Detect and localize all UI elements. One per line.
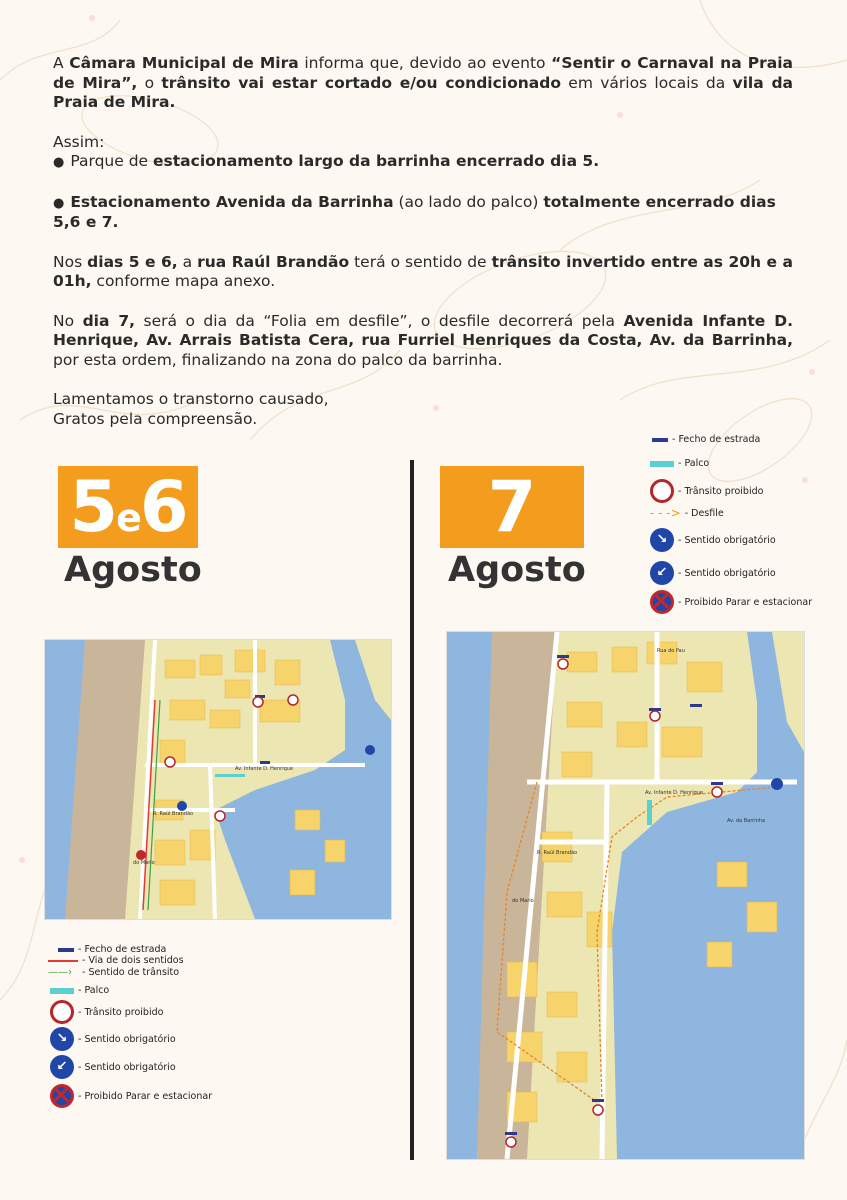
closing-line-2: Gratos pela compreensão. xyxy=(53,409,258,428)
legend-row-one-way-2: ↙ - Sentido obrigatório xyxy=(50,1055,176,1079)
column-divider xyxy=(410,460,414,1160)
paragraph-raul-brandao: Nos dias 5 e 6, a rua Raúl Brandão terá o sentido de trânsito invertido entre as 20h e a 01h, conforme mapa anexo. xyxy=(53,252,793,290)
map-5-6-august xyxy=(44,639,392,920)
date-badge-5-6: 5e6 xyxy=(58,466,198,548)
assim-label: Assim: xyxy=(53,132,105,151)
map-label-av-infante: Av. Infante D. Henrique xyxy=(235,766,294,772)
legend-row-stage: - Palco xyxy=(50,985,109,996)
no-traffic-icon xyxy=(650,479,674,503)
map-label-do-mario: do Mario xyxy=(512,898,534,904)
map-label-do-mario: do Mario xyxy=(133,860,155,866)
no-parking-icon xyxy=(650,590,674,614)
legend-row-stage: - Palco xyxy=(650,458,709,469)
paragraph-parade: No dia 7, será o dia da “Folia em desfile”, o desfile decorrerá pela Avenida Infante D. Henrique, Av. Arrais Batista Cera, rua Furriel Henriques da Costa, Av. da Barrinha, por esta ordem, finalizando na zona do palco da barrinha. xyxy=(53,311,793,369)
legend-row-no-parking: - Proibido Parar e estacionar xyxy=(650,590,812,614)
month-label-left: Agosto xyxy=(64,550,202,590)
road-closure-icon xyxy=(58,948,74,952)
map-label-barrinha: Av. da Barrinha xyxy=(727,818,766,824)
bullet-parking-closed: ● Parque de estacionamento largo da barrinha encerrado dia 5. xyxy=(53,152,793,173)
month-label-right: Agosto xyxy=(448,550,586,590)
notice-text xyxy=(53,54,793,449)
traffic-direction-arrow-icon: ——› xyxy=(48,967,72,978)
legend-row-one-way-1: ↘ - Sentido obrigatório xyxy=(650,528,776,552)
map-label-av-infante: Av. Infante D. Henrique xyxy=(645,790,704,796)
bullet-avenue-parking: ● Estacionamento Avenida da Barrinha (ao lado do palco) totalmente encerrado dias 5,6 e 7. xyxy=(53,193,793,233)
legend-row-road-closure: - Fecho de estrada xyxy=(652,434,760,445)
stage-icon xyxy=(650,461,674,467)
legend-row-one-way-1: ↘ - Sentido obrigatório xyxy=(50,1027,176,1051)
map-label-rua-pau: Rua do Pau xyxy=(657,648,685,654)
parade-arrow-icon: - - -> xyxy=(650,506,681,520)
no-traffic-icon xyxy=(50,1000,74,1024)
legend-row-no-traffic: - Trânsito proibido xyxy=(50,1000,163,1024)
legend-row-two-way: - Via de dois sentidos xyxy=(48,955,184,966)
one-way-arrow-icon: ↘ xyxy=(650,528,674,552)
two-way-line-icon xyxy=(48,960,78,962)
map-label-raul-brandao: R. Raúl Brandão xyxy=(153,811,194,817)
one-way-arrow-icon: ↙ xyxy=(650,561,674,585)
no-parking-icon xyxy=(50,1084,74,1108)
legend-row-road-closure: - Fecho de estrada xyxy=(58,944,166,955)
legend-row-no-parking: - Proibido Parar e estacionar xyxy=(50,1084,212,1108)
date-badge-7: 7 xyxy=(440,466,584,548)
legend-row-parade: - - -> - Desfile xyxy=(650,506,724,520)
road-closure-icon xyxy=(652,438,668,442)
map-7-august xyxy=(446,631,805,1160)
one-way-arrow-icon: ↘ xyxy=(50,1027,74,1051)
legend-row-traffic-direction: ——› - Sentido de trânsito xyxy=(48,967,180,978)
one-way-arrow-icon: ↙ xyxy=(50,1055,74,1079)
legend-row-no-traffic: - Trânsito proibido xyxy=(650,479,763,503)
intro-paragraph: A Câmara Municipal de Mira informa que, devido ao evento “Sentir o Carnaval na Praia de Mira”, o trânsito vai estar cortado e/ou condicionado em vários locais da vila da Praia de Mira. xyxy=(53,54,794,111)
legend-row-one-way-2: ↙ - Sentido obrigatório xyxy=(650,561,776,585)
closing-line-1: Lamentamos o transtorno causado, xyxy=(53,390,329,408)
map-label-raul-brandao: R. Raúl Brandão xyxy=(537,850,578,856)
stage-icon xyxy=(50,988,74,994)
